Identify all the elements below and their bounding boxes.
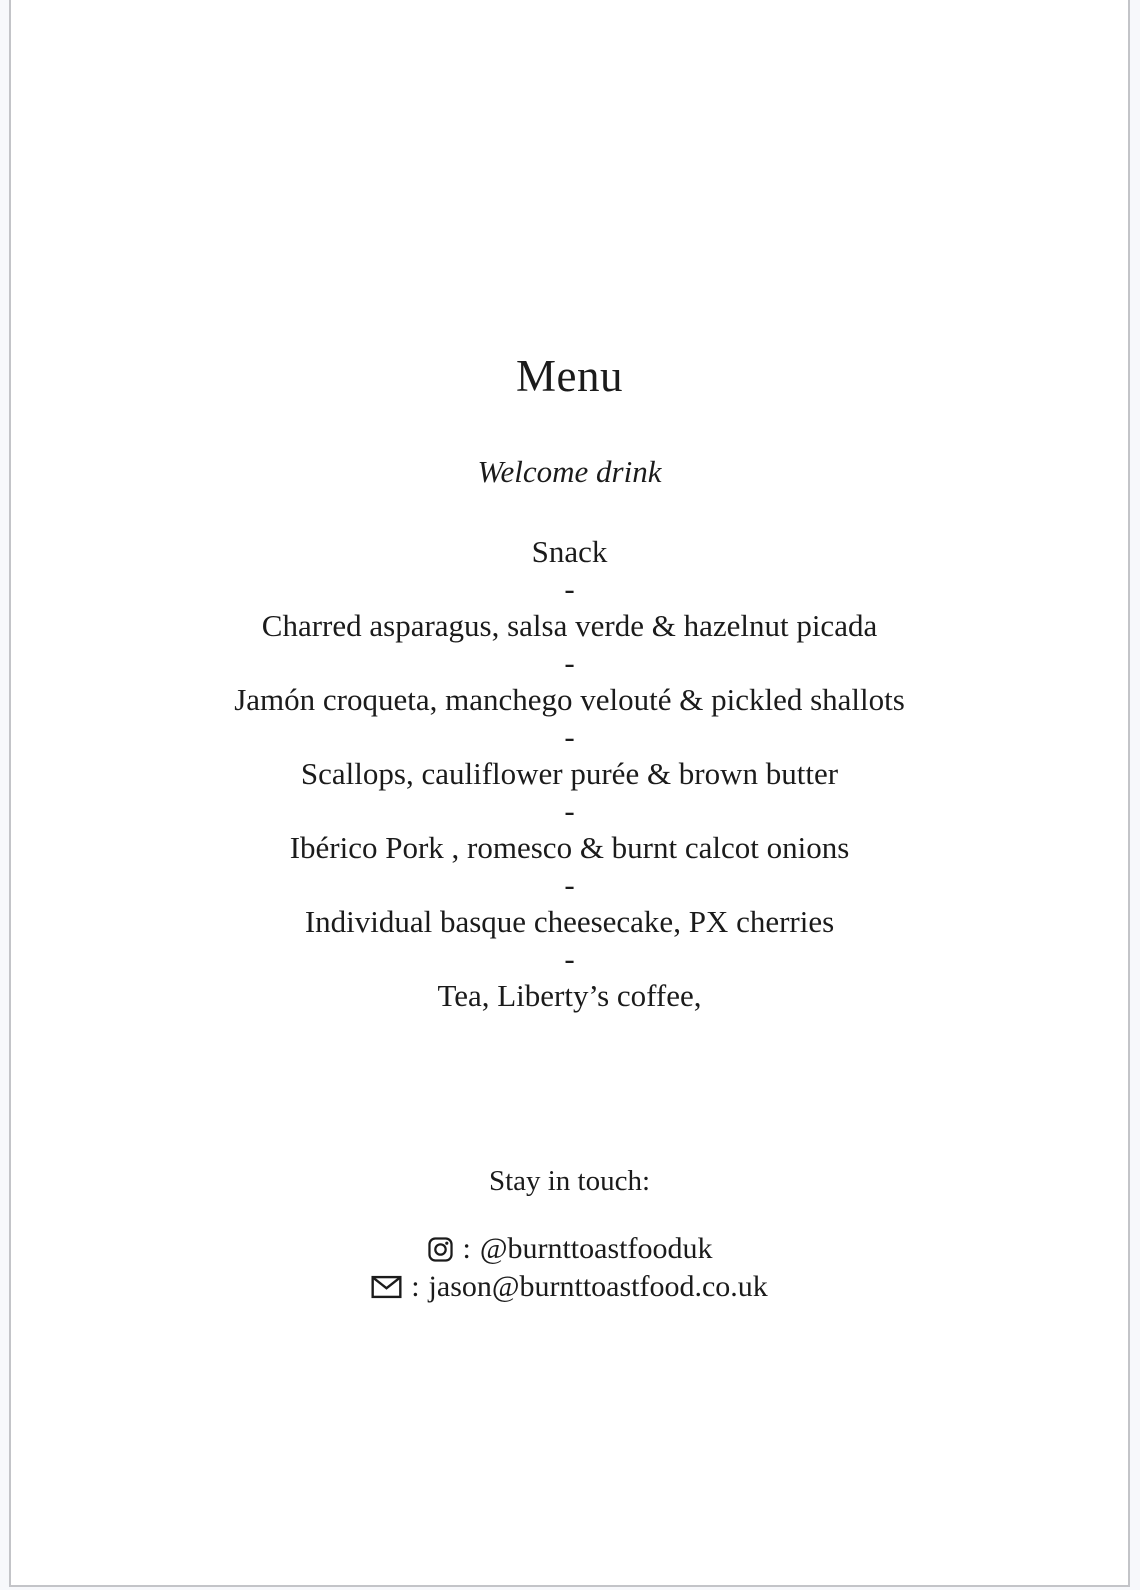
menu-item-croqueta: Jamón croqueta, manchego velouté & pickled shallots [234, 682, 905, 717]
menu-separator: - [564, 793, 575, 828]
menu-item-scallops: Scallops, cauliflower purée & brown butter [300, 756, 839, 791]
menu-separator: - [564, 645, 575, 680]
page-title: Menu [516, 351, 623, 401]
menu-item-snack: Snack [531, 534, 608, 569]
email-icon [371, 1275, 402, 1299]
menu-separator: - [564, 719, 575, 754]
stay-in-touch-heading: Stay in touch: [488, 1165, 651, 1197]
email-address: jason@burnttoastfood.co.uk [428, 1270, 768, 1303]
instagram-icon [427, 1236, 454, 1263]
menu-list [11, 533, 1128, 1014]
menu-page [9, 0, 1130, 1587]
instagram-line [11, 1230, 1128, 1268]
menu-item-cheesecake: Individual basque cheesecake, PX cherries [304, 904, 835, 939]
contact-separator: : [411, 1270, 420, 1303]
contact-block [11, 1230, 1128, 1306]
menu-item-asparagus: Charred asparagus, salsa verde & hazelnut picada [261, 608, 878, 643]
menu-separator: - [564, 867, 575, 902]
menu-separator: - [564, 571, 575, 606]
instagram-handle: @burnttoastfooduk [479, 1232, 713, 1265]
menu-item-tea-coffee: Tea, Liberty’s coffee, [437, 978, 702, 1013]
contact-separator: : [462, 1232, 471, 1265]
menu-item-iberico-pork: Ibérico Pork , romesco & burnt calcot onions [289, 830, 850, 865]
menu-separator: - [564, 941, 575, 976]
email-line [11, 1268, 1128, 1306]
welcome-drink-subtitle: Welcome drink [477, 454, 662, 489]
